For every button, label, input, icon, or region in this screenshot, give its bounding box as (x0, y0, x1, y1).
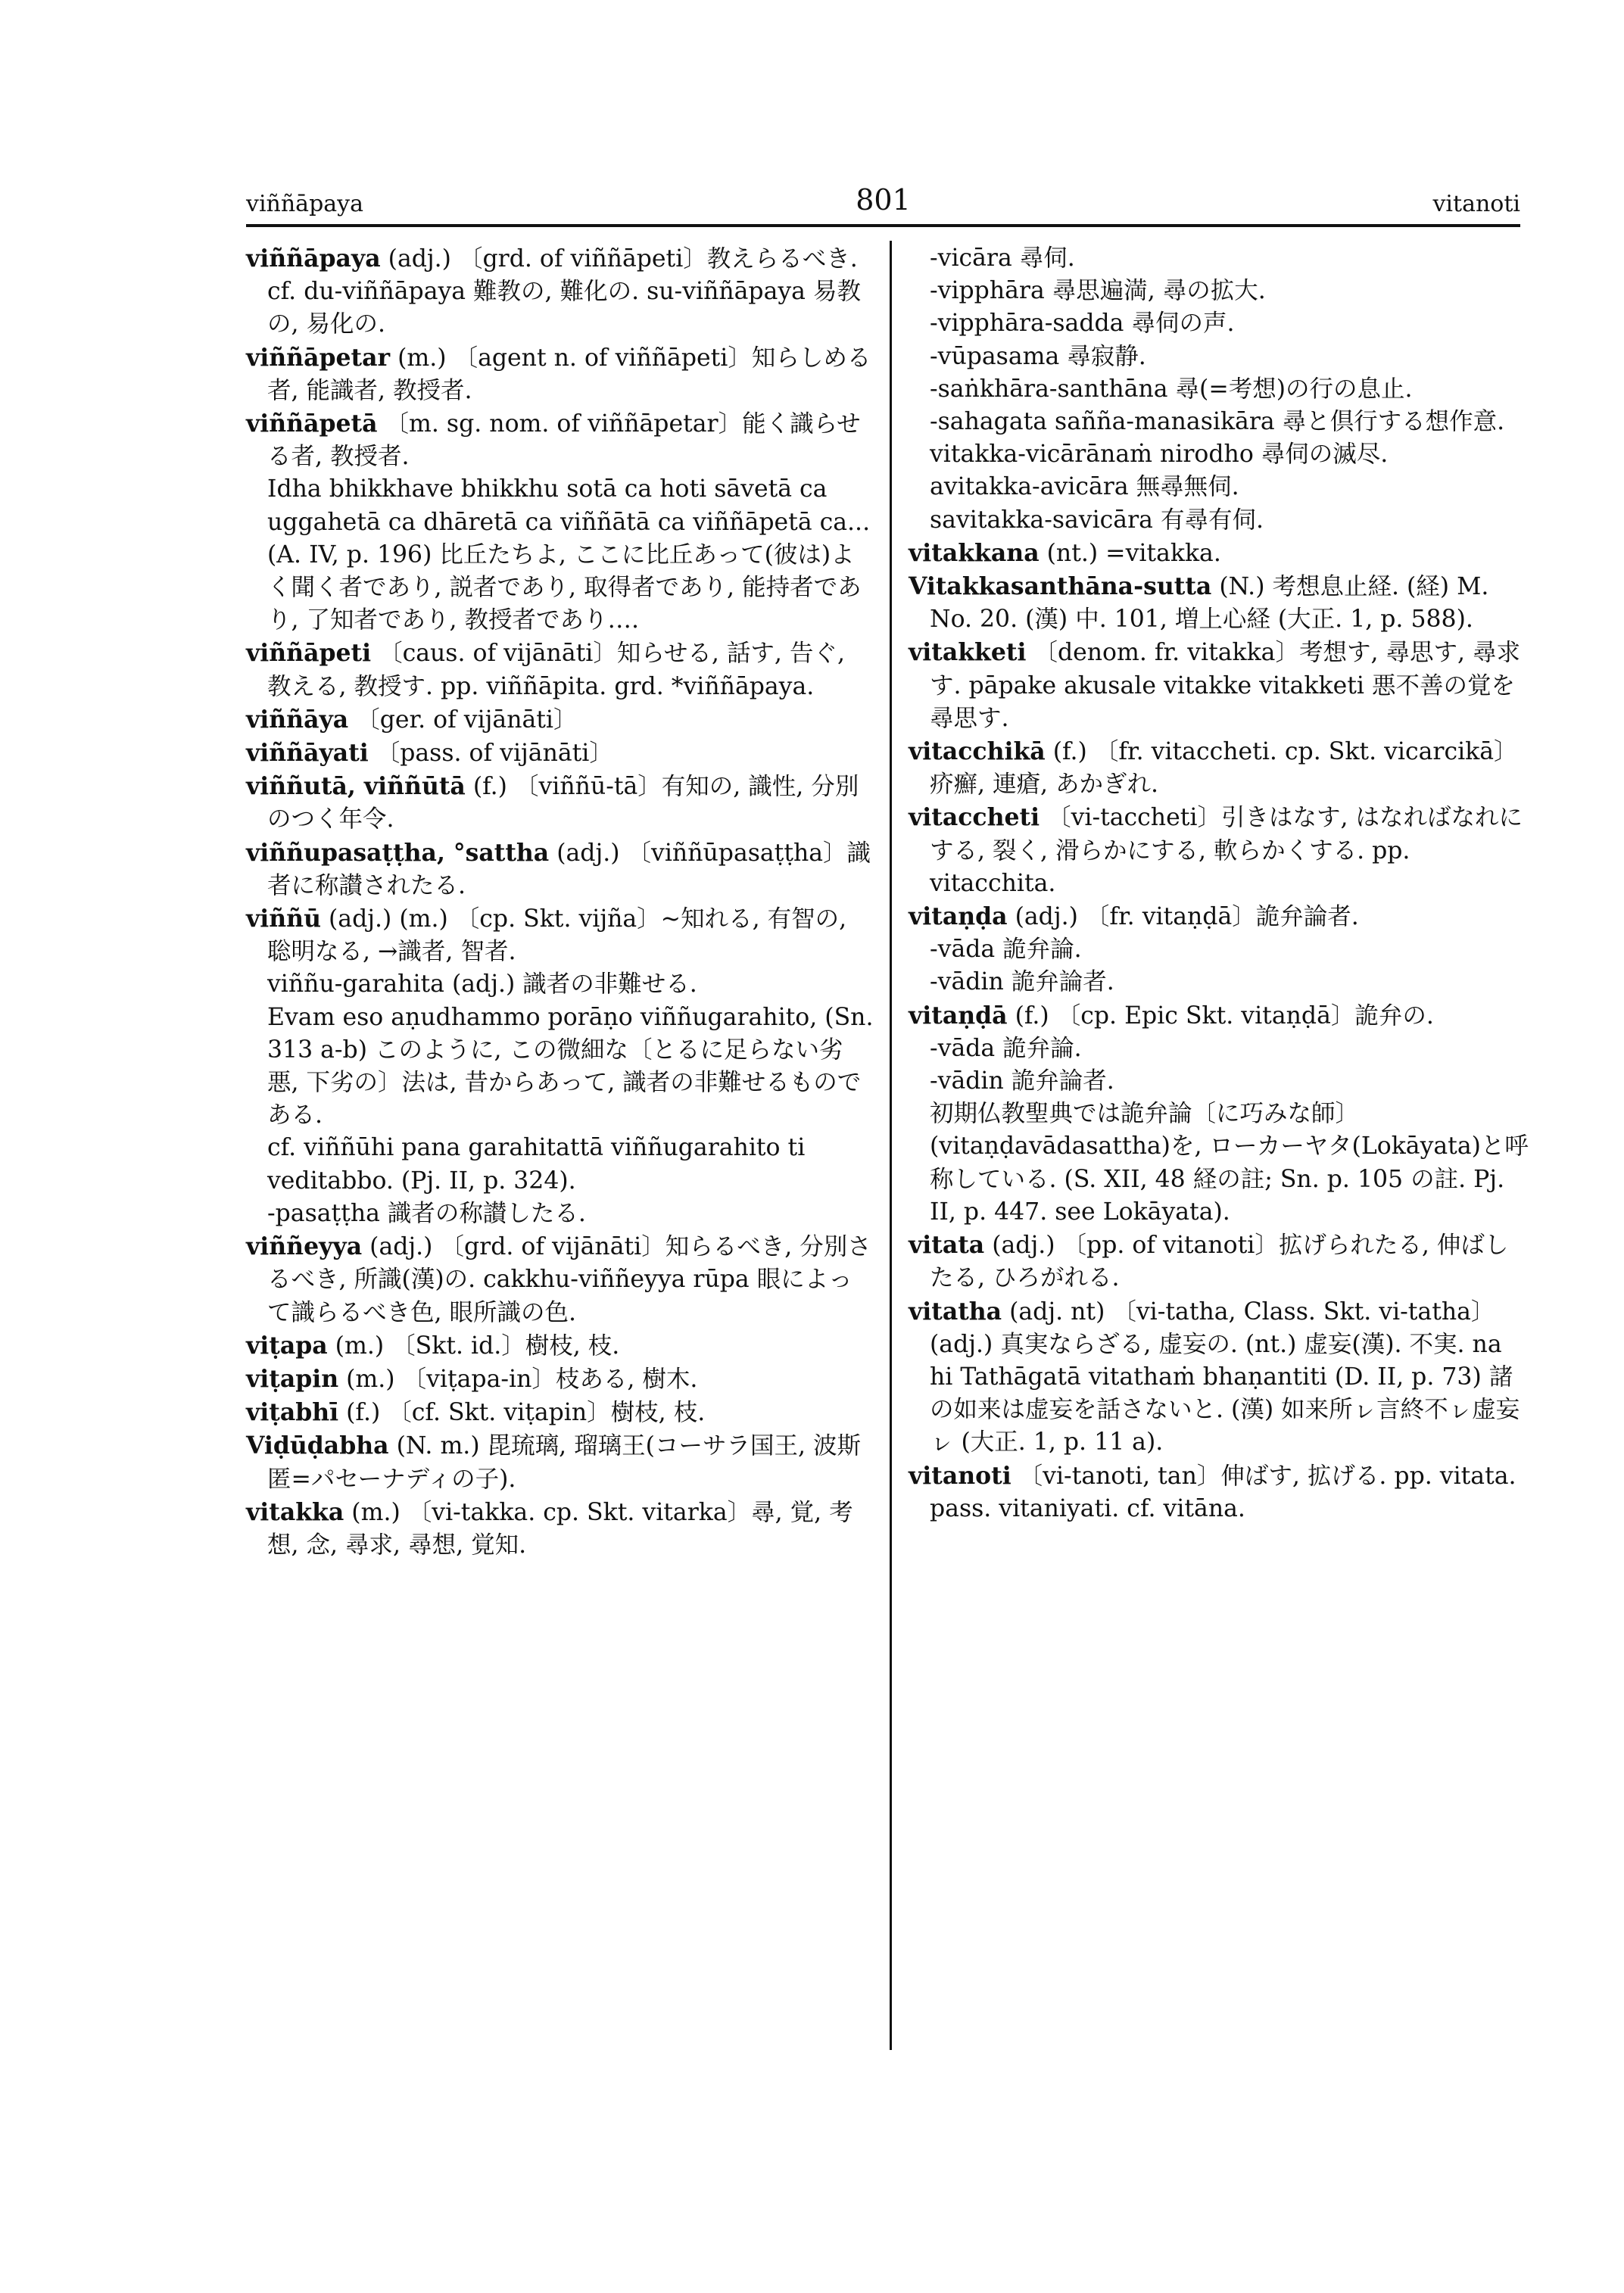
entry-headword: vitakka (246, 1497, 344, 1526)
dictionary-entry (246, 242, 874, 341)
entry-definition: (adj.) 〔viññūpasaṭṭha〕識者に称讃されたる. (267, 839, 871, 899)
right-column (909, 242, 1529, 1525)
left-column (246, 242, 874, 1562)
dictionary-entry (246, 1396, 874, 1429)
entry-definition: -pasaṭṭha 識者の称讃したる. (267, 1199, 586, 1227)
entry-headword: viññāpeti (246, 639, 372, 668)
entry-definition: 〔ger. of vijānāti〕 (348, 706, 578, 734)
header-rule (246, 224, 1520, 227)
entry-subitem (909, 471, 1529, 503)
entry-subitem (909, 1065, 1529, 1098)
dictionary-entry (246, 637, 874, 703)
entry-definition: viññu-garahita (adj.) 識者の非難せる. (267, 970, 697, 999)
entry-headword: viññeyya (246, 1232, 363, 1261)
entry-definition: (adj.) 〔grd. of vijānāti〕知らるべき, 分別さるべき, 所識(漢)の. cakkhu-viññeyya rūpa 眼によって識らるべき色, 眼所識の色. (267, 1233, 871, 1326)
entry-definition: (m.) 〔agent n. of viññāpeti〕知らしめる者, 能識者, 教授者. (267, 344, 871, 404)
entry-headword: viṭabhī (246, 1398, 339, 1427)
entry-definition: 〔vi-taccheti〕引きはなす, はなればなれにする, 裂く, 滑らかにする, 軟らかくする. pp. vitacchita. (930, 804, 1523, 897)
entry-definition: (nt.) =vitakka. (1039, 539, 1221, 567)
entry-definition: (f.) 〔viññū-tā〕有知の, 識性, 分別のつく年令. (267, 773, 859, 833)
entry-headword: viññāpetā (246, 410, 378, 438)
dictionary-entry (909, 1295, 1529, 1460)
dictionary-entry (246, 1230, 874, 1329)
entry-definition: Evam eso aṇudhammo porāṇo viññugarahito, (Sn. 313 a-b) このように, この微細な〔とるに足らない劣悪, 下劣の〕法は, 昔からあって, 識者の非難せるものである. (267, 1003, 874, 1129)
entry-definition: -vipphāra-sadda 尋伺の声. (930, 310, 1235, 338)
entry-definition: (adj.) 〔fr. vitaṇḍā〕詭弁論者. (1007, 903, 1359, 931)
dictionary-entry (246, 703, 874, 737)
entry-headword: vitaccheti (909, 803, 1040, 832)
dictionary-entry (246, 1429, 874, 1495)
entry-headword: vitakketi (909, 638, 1027, 667)
entry-headword: vitakkana (909, 538, 1040, 567)
entry-subitem (909, 1098, 1529, 1229)
entry-definition: savitakka-savicāra 有尋有伺. (930, 506, 1264, 534)
entry-definition: (m.) 〔vi-takka. cp. Skt. vitarka〕尋, 覚, 考想, 念, 尋求, 尋想, 覚知. (267, 1498, 853, 1559)
entry-subitem (246, 1198, 874, 1230)
dictionary-entry (909, 1229, 1529, 1294)
entry-definition: 〔vi-tanoti, tan〕伸ばす, 拡げる. pp. vitata. pass. vitaniyati. cf. vitāna. (930, 1462, 1516, 1522)
entry-subitem (909, 933, 1529, 966)
page-header (246, 183, 1520, 221)
entry-definition: 〔caus. of vijānāti〕知らせる, 話す, 告ぐ, 教える, 教授す. pp. viññāpita. grd. *viññāpaya. (267, 640, 845, 700)
entry-definition: (f.) 〔cf. Skt. viṭapin〕樹枝, 枝. (338, 1399, 706, 1427)
entry-headword: viññāpetar (246, 343, 391, 372)
dictionary-entry (909, 1460, 1529, 1525)
dictionary-entry (909, 801, 1529, 900)
entry-definition: -vipphāra 尋思遍満, 尋の拡大. (930, 277, 1266, 305)
dictionary-entry (246, 341, 874, 407)
entry-subitem (246, 1002, 874, 1132)
entry-definition: 〔denom. fr. vitakka〕考想す, 尋思す, 尋求す. pāpake akusale vitakke vitakketi 悪不善の覚を尋思す. (930, 639, 1521, 732)
entry-subitem (909, 966, 1529, 999)
entry-headword: viññū (246, 905, 321, 933)
dictionary-entry (909, 900, 1529, 933)
entry-definition: (f.) 〔fr. vitaccheti. cp. Skt. vicarcikā〕疥癬, 連瘡, あかぎれ. (930, 738, 1518, 799)
dictionary-entry (909, 636, 1529, 735)
entry-subitem (246, 473, 874, 637)
entry-subitem (909, 242, 1529, 275)
entry-definition: (adj.) 〔pp. of vitanoti〕拡げられたる, 伸ばしたる, ひろがれる. (930, 1232, 1509, 1292)
dictionary-entry (909, 999, 1529, 1033)
dictionary-entry (246, 902, 874, 968)
entry-definition: (f.) 〔cp. Epic Skt. vitaṇḍā〕詭弁の. (1007, 1002, 1434, 1030)
dictionary-entry (246, 1496, 874, 1562)
entry-headword: vitaṇḍa (909, 902, 1008, 931)
entry-definition: -vādin 詭弁論者. (930, 968, 1114, 996)
entry-subitem (909, 307, 1529, 340)
entry-definition: -vādin 詭弁論者. (930, 1067, 1114, 1095)
entry-subitem (246, 1132, 874, 1197)
entry-headword: viññupasaṭṭha, °sattha (246, 838, 550, 867)
entry-headword: viññutā, viññūtā (246, 772, 466, 801)
entry-headword: vitatha (909, 1297, 1002, 1326)
entry-headword: Vitakkasanthāna-sutta (909, 572, 1212, 601)
entry-definition: -vāda 詭弁論. (930, 936, 1082, 964)
entry-definition: cf. viññūhi pana garahitattā viññugarahito ti veditabbo. (Pj. II, p. 324). (267, 1134, 806, 1195)
header-right-guideword: vitanoti (1432, 191, 1520, 217)
entry-definition: -vūpasama 尋寂静. (930, 342, 1146, 370)
entry-definition: -vicāra 尋伺. (930, 245, 1075, 272)
entry-headword: viṭapa (246, 1331, 328, 1360)
entry-definition: vitakka-vicārānaṁ nirodho 尋伺の滅尽. (930, 441, 1389, 469)
entry-headword: viṭapin (246, 1364, 339, 1393)
entry-headword: viññāpaya (246, 245, 381, 273)
entry-definition: -sahagata sañña-manasikāra 尋と倶行する想作意. (930, 408, 1505, 436)
entry-subitem (909, 438, 1529, 471)
dictionary-entry (246, 1363, 874, 1396)
entry-definition: (adj.) (m.) 〔cp. Skt. vijña〕~知れる, 有智の, 聡明なる, →識者, 智者. (267, 905, 847, 966)
entry-headword: vitaṇḍā (909, 1001, 1008, 1030)
entry-definition: 〔m. sg. nom. of viññāpetar〕能く識らせる者, 教授者. (267, 410, 861, 471)
header-left-guideword: viññāpaya (246, 191, 363, 217)
entry-definition: Idha bhikkhave bhikkhu sotā ca hoti sāvetā ca uggahetā ca dhāretā ca viññātā ca viññāpetā ca... (A. IV, p. 196) 比丘たちよ, ここに比丘あって(彼は)よく聞く者であり, 説者であり, 取得者であり, 能持者であり, 了知者であり, 教授者であり…. (267, 475, 871, 634)
entry-subitem (909, 275, 1529, 307)
entry-definition: -vāda 詭弁論. (930, 1034, 1082, 1062)
entry-definition: (N.) 考想息止経. (経) M. No. 20. (漢) 中. 101, 増上心経 (大正. 1, p. 588). (930, 573, 1489, 634)
dictionary-entry (246, 407, 874, 473)
entry-subitem (909, 373, 1529, 406)
entry-subitem (246, 968, 874, 1001)
entry-definition: (m.) 〔Skt. id.〕樹枝, 枝. (327, 1332, 620, 1360)
entry-subitem (909, 504, 1529, 537)
entry-subitem (909, 406, 1529, 438)
entry-definition: 〔pass. of vijānāti〕 (368, 740, 613, 768)
entry-headword: vitacchikā (909, 737, 1046, 766)
dictionary-entry (909, 570, 1529, 636)
page-number: 801 (856, 183, 911, 217)
entry-definition: -saṅkhāra-santhāna 尋(=考想)の行の息止. (930, 375, 1413, 403)
entry-headword: viññāyati (246, 739, 369, 768)
dictionary-entry (246, 737, 874, 770)
entry-definition: (N. m.) 毘琉璃, 瑠璃王(コーサラ国王, 波斯匿=パセーナディの子). (267, 1432, 861, 1493)
dictionary-entry (246, 1329, 874, 1363)
dictionary-entry (246, 770, 874, 836)
column-divider (890, 241, 892, 2050)
entry-headword: Viḍūḍabha (246, 1432, 389, 1460)
entry-headword: viññāya (246, 705, 349, 734)
entry-definition: (adj. nt) 〔vi-tatha, Class. Skt. vi-tatha〕(adj.) 真実ならざる, 虚妄の. (nt.) 虚妄(漢). 不実. na hi Tathāgatā vitathaṁ bhaṇantiti (D. II, p. 73) 諸の如来は虚妄を話さないと. (漢) 如来所ㇾ言終不ㇾ虚妄ㇾ (大正. 1, p. 11 a). (930, 1298, 1520, 1456)
entry-definition: 初期仏教聖典では詭弁論〔に巧みな師〕(vitaṇḍavādasattha)を, ローカーヤタ(Lokāyata)と呼称している. (S. XII, 48 経の註; Sn. p. 105 の註. Pj. II, p. 447. see Lokāyata). (930, 1100, 1529, 1226)
entry-subitem (909, 341, 1529, 373)
entry-headword: vitata (909, 1231, 985, 1260)
entry-headword: vitanoti (909, 1461, 1011, 1490)
dictionary-entry (246, 837, 874, 902)
entry-definition: avitakka-avicāra 無尋無伺. (930, 473, 1239, 501)
entry-definition: (m.) 〔viṭapa-in〕枝ある, 樹木. (338, 1365, 698, 1393)
entry-subitem (909, 1033, 1529, 1065)
dictionary-entry (909, 537, 1529, 570)
dictionary-entry (909, 735, 1529, 801)
entry-definition: (adj.) 〔grd. of viññāpeti〕教えらるべき. cf. du-viññāpaya 難教の, 難化の. su-viññāpaya 易教の, 易化の. (267, 245, 861, 338)
